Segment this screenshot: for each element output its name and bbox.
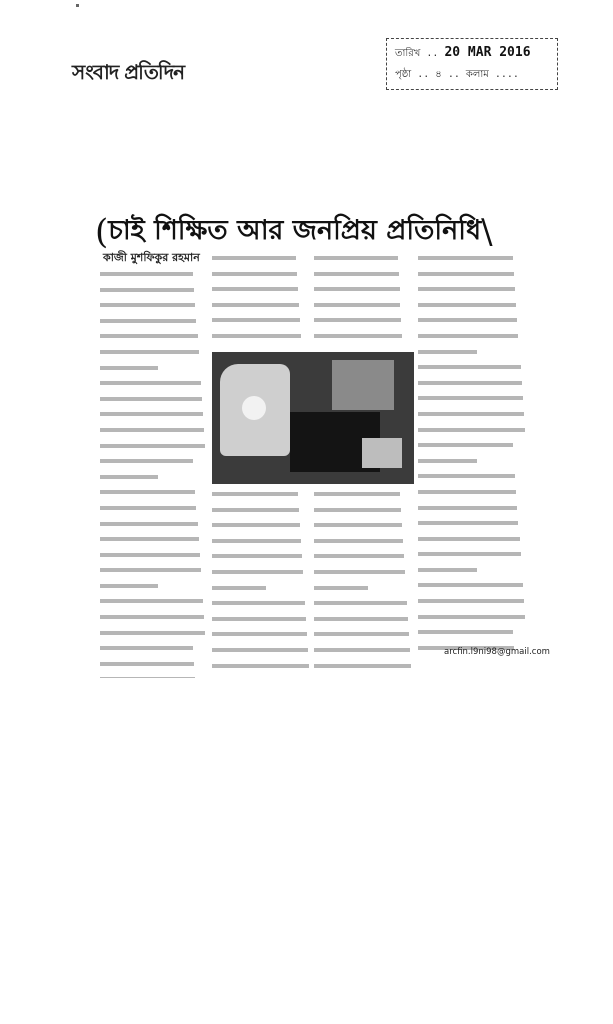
text-line <box>100 319 206 331</box>
photo-shape <box>332 360 394 410</box>
stamp-page-row: পৃষ্ঠা .. ৪ .. কলাম .... <box>395 69 519 80</box>
text-line <box>418 599 526 611</box>
text-line <box>418 552 526 564</box>
headline-bracket-left: ( <box>95 212 109 252</box>
text-line <box>418 303 526 315</box>
headline-bracket-right: \ <box>481 212 493 252</box>
text-line <box>418 506 526 518</box>
text-line <box>314 648 412 660</box>
text-line <box>418 568 526 580</box>
scan-speck <box>76 4 79 7</box>
headline-text: চাই শিক্ষিত আর জনপ্রিয় প্রতিনিধি <box>108 215 482 246</box>
text-line <box>212 664 310 674</box>
text-line <box>212 303 308 315</box>
text-line <box>418 334 526 346</box>
text-line <box>418 537 526 549</box>
text-line <box>418 365 526 377</box>
text-line <box>100 397 206 409</box>
text-line <box>418 396 526 408</box>
text-line <box>100 599 206 611</box>
text-line <box>418 615 526 627</box>
newspaper-masthead: সংবাদ প্রতিদিন <box>72 60 185 84</box>
text-line <box>100 303 206 315</box>
text-line <box>212 539 310 551</box>
author-email: arcfin.l9ni98@gmail.com <box>444 647 550 657</box>
text-line <box>212 318 308 330</box>
text-line <box>314 287 409 299</box>
text-line <box>418 256 526 268</box>
text-line <box>314 539 412 551</box>
text-line <box>100 506 206 518</box>
text-line <box>418 443 526 455</box>
text-line <box>314 586 412 598</box>
text-line <box>314 334 409 346</box>
text-line <box>418 630 526 642</box>
text-line <box>418 459 526 471</box>
text-line <box>212 287 308 299</box>
article-column-4 <box>418 252 526 652</box>
text-line <box>212 256 308 268</box>
article-column-2-bottom <box>212 488 310 674</box>
text-line <box>100 459 206 471</box>
text-line <box>100 381 206 393</box>
photo-shape <box>242 396 266 420</box>
text-line <box>212 586 310 598</box>
text-line <box>418 474 526 486</box>
text-line <box>314 303 409 315</box>
stamp-date-value: 20 MAR 2016 <box>444 45 531 60</box>
text-line <box>418 521 526 533</box>
text-line <box>100 568 206 580</box>
stamp-date-row: তারিখ .. 20 MAR 2016 <box>395 45 531 60</box>
article-column-1 <box>100 268 206 678</box>
text-line <box>314 523 412 535</box>
text-line <box>100 366 206 378</box>
text-line <box>100 553 206 565</box>
text-line <box>418 428 526 440</box>
text-line <box>100 522 206 534</box>
text-line <box>212 272 308 284</box>
text-line <box>418 490 526 502</box>
article-column-2-top <box>212 252 308 350</box>
text-line <box>100 412 206 424</box>
text-line <box>100 428 206 440</box>
text-line <box>100 490 206 502</box>
text-line <box>314 256 409 268</box>
text-line <box>100 334 206 346</box>
text-line <box>418 318 526 330</box>
text-line <box>418 412 526 424</box>
text-line <box>100 662 206 674</box>
text-line <box>100 537 206 549</box>
text-line <box>314 318 409 330</box>
text-line <box>314 570 412 582</box>
text-line <box>212 523 310 535</box>
text-line <box>212 492 310 504</box>
text-line <box>212 570 310 582</box>
text-line <box>100 677 206 678</box>
text-line <box>100 350 206 362</box>
text-line <box>314 492 412 504</box>
text-line <box>212 334 308 346</box>
article-byline: কাজী মুশফিকুর রহমান <box>103 251 200 264</box>
text-line <box>212 648 310 660</box>
text-line <box>314 508 412 520</box>
text-line <box>100 272 206 284</box>
article-column-3-bottom <box>314 488 412 674</box>
article-photo <box>212 352 414 484</box>
text-line <box>314 601 412 613</box>
text-line <box>100 475 206 487</box>
text-line <box>314 272 409 284</box>
text-line <box>314 632 412 644</box>
text-line <box>314 554 412 566</box>
text-line <box>418 350 526 362</box>
text-line <box>100 584 206 596</box>
text-line <box>100 615 206 627</box>
text-line <box>418 583 526 595</box>
text-line <box>100 646 206 658</box>
text-line <box>418 272 526 284</box>
photo-shape <box>362 438 402 468</box>
text-line <box>212 617 310 629</box>
text-line <box>314 617 412 629</box>
article-column-3-top <box>314 252 409 350</box>
stamp-page-label: পৃষ্ঠা <box>395 69 412 80</box>
text-line <box>418 287 526 299</box>
stamp-column-label: কলাম <box>465 69 489 80</box>
text-line <box>212 554 310 566</box>
text-line <box>212 508 310 520</box>
date-stamp <box>386 38 558 90</box>
text-line <box>100 288 206 300</box>
text-line <box>314 664 412 674</box>
stamp-page-value: ৪ <box>435 69 442 80</box>
text-line <box>418 381 526 393</box>
text-line <box>212 632 310 644</box>
text-line <box>212 601 310 613</box>
stamp-date-label: তারিখ <box>395 48 421 59</box>
text-line <box>100 444 206 456</box>
text-line <box>100 631 206 643</box>
